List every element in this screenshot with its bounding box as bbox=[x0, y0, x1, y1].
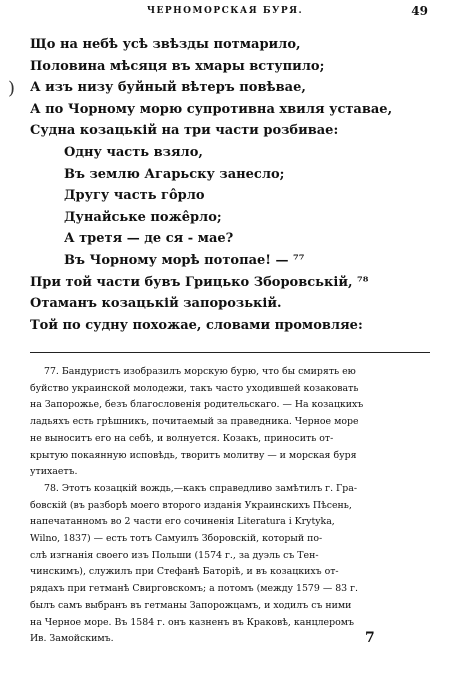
footnote-line: на Запорожье, безъ благословенія родительскаго. — На козацкихъ bbox=[30, 399, 364, 411]
verse-line: Въ землю Агарьску занесло; bbox=[64, 166, 285, 182]
verse-line: А третя — де ся - мае? bbox=[64, 231, 234, 247]
footnote-line: 77. Бандуристъ изобразилъ морскую бурю, что бы смирять ею bbox=[44, 366, 356, 377]
footnote-line: Ив. Замойскимъ. bbox=[30, 633, 114, 645]
margin-bracket-mark: ) bbox=[8, 78, 16, 99]
footnote-divider bbox=[30, 352, 430, 353]
footnote-line: напечатанномъ во 2 части его сочиненія Literatura i Krytyka, bbox=[30, 516, 335, 528]
verse-line: А изъ низу буйный вѣтеръ повѣвае, bbox=[30, 80, 306, 96]
verse-line: Що на небѣ усѣ звѣзды потмарило, bbox=[30, 37, 301, 52]
footnotes-block bbox=[30, 364, 434, 648]
verse-line: Въ Чорному морѣ потопае! — ⁷⁷ bbox=[64, 252, 305, 268]
signature-mark: 7 bbox=[365, 630, 375, 646]
footnote-line: 78. Этотъ козацкій вождь,—какъ справедливо замѣтилъ г. Гра- bbox=[44, 482, 357, 494]
page-number: 49 bbox=[411, 4, 428, 18]
footnote-line: слѣ изгнанія своего изъ Польши (1574 г., за дуэль съ Тен- bbox=[30, 549, 319, 561]
footnote-line: чинскимъ), служилъ при Стефанѣ Баторіѣ, и въ козацкихъ от- bbox=[30, 566, 339, 578]
verse-line: Дунайське пожêрло; bbox=[64, 209, 222, 225]
verse-line: При той части бувъ Грицько Зборовськiй, ⁷⁸ bbox=[30, 274, 369, 290]
verse-line: Отаманъ козацькій запорозькій. bbox=[30, 296, 282, 312]
footnote-77 bbox=[30, 364, 434, 481]
footnote-line: рядахъ при гетманѣ Свирговскомъ; а потомъ (между 1579 — 83 г. bbox=[30, 583, 358, 595]
verse-line: Одну часть взяло, bbox=[64, 144, 203, 160]
verse-line: А по Чорному морю супротивна хвиля уставае, bbox=[30, 101, 393, 117]
footnote-line: буйство украинской молодежи, такъ часто уходившей козаковать bbox=[30, 382, 359, 394]
footnote-line: ладьяхъ есть грѣшникъ, почитаемый за праведника. Черное море bbox=[30, 416, 359, 428]
verse-line: Той по судну похожае, словами промовляе: bbox=[30, 317, 363, 333]
footnote-line: бовскій (въ разборѣ моего второго изданія Украинскихъ Пѣсень, bbox=[30, 499, 352, 511]
footnote-78 bbox=[30, 481, 434, 648]
verse-block bbox=[30, 34, 435, 336]
verse-line: Судна козацькій на три части розбивае: bbox=[30, 123, 339, 139]
running-title: ЧЕРНОМОРСКАЯ БУРЯ. bbox=[146, 6, 304, 16]
footnote-line: Wilno, 1837) — есть тотъ Самуилъ Зборовскій, который по- bbox=[30, 533, 323, 545]
verse-line: Половина мѣсяця въ хмары вступило; bbox=[30, 58, 325, 74]
footnote-line: не выноситъ его на себѣ, и волнуется. Козакъ, приносить от- bbox=[30, 432, 334, 444]
footnote-line: утихаетъ. bbox=[30, 466, 78, 478]
footnote-line: крытую покаянную исповѣдь, творитъ молитву — и морская буря bbox=[30, 449, 357, 461]
footnote-line: на Черное море. Въ 1584 г. онъ казненъ въ Краковѣ, канцлеромъ bbox=[30, 616, 355, 628]
verse-line: Другу часть гôрло bbox=[64, 188, 205, 204]
footnote-line: былъ самъ выбранъ въ гетманы Запорожцамъ, и ходилъ съ ними bbox=[30, 599, 352, 611]
